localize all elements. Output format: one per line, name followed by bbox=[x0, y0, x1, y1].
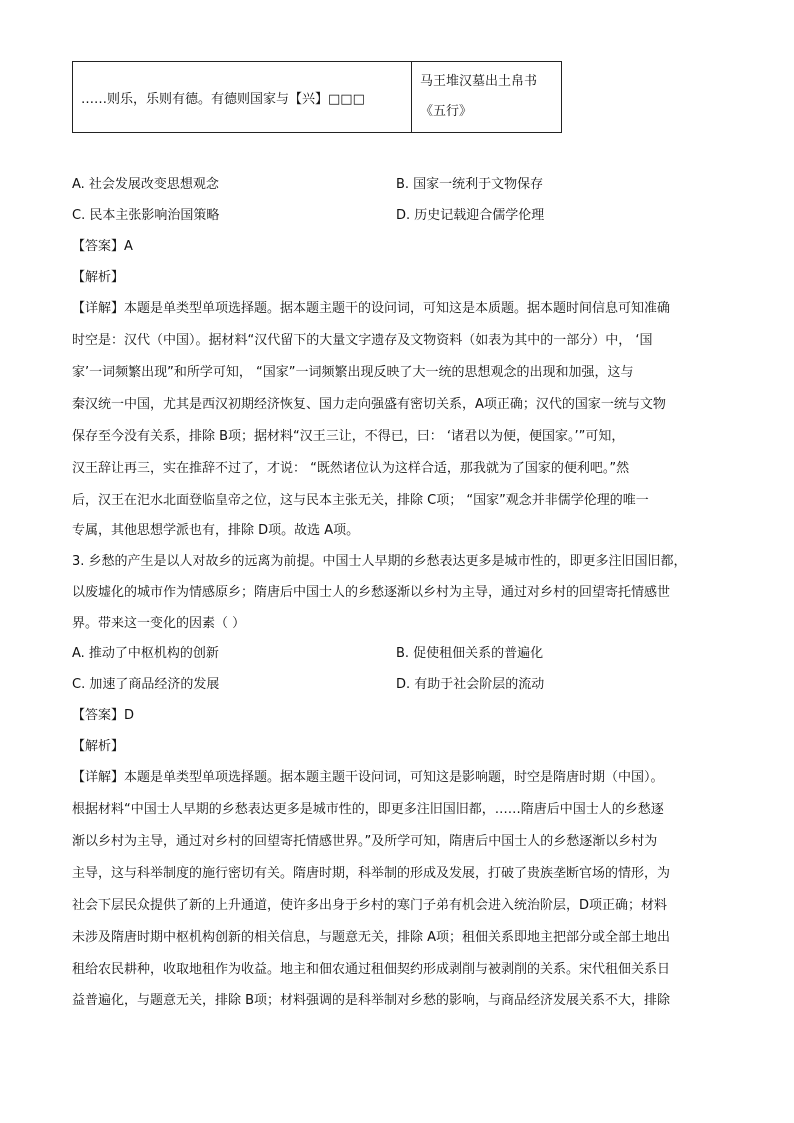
q2-detail-line: 汉王辞让再三，实在推辞不过了，才说： “既然诸位认为这样合适，那我就为了国家的便利吧。”然 bbox=[72, 461, 630, 476]
q3-answer: 【答案】D bbox=[72, 708, 135, 723]
q2-detail-line: 时空是：汉代（中国）。据材料“汉代留下的大量文字遗存及文物资料（如表为其中的一部分）中， ‘国 bbox=[72, 333, 653, 348]
q2-answer: 【答案】A bbox=[72, 239, 133, 254]
q3-option-b: B. 促使租佃关系的普遍化 bbox=[396, 646, 544, 661]
source-table bbox=[72, 61, 562, 133]
q3-stem-line: 以废墟化的城市作为情感原乡；隋唐后中国士人的乡愁逐渐以乡村为主导，通过对乡村的回望寄托情感世 bbox=[72, 585, 671, 600]
source-origin-line2: 《五行》 bbox=[420, 104, 473, 119]
q2-option-c: C. 民本主张影响治国策略 bbox=[72, 208, 220, 223]
q3-detail-line: 渐以乡村为主导，通过对乡村的回望寄托情感世界。”及所学可知，隋唐后中国士人的乡愁逐渐以乡村为 bbox=[72, 834, 658, 849]
q3-option-d: D. 有助于社会阶层的流动 bbox=[396, 677, 545, 692]
source-origin-cell bbox=[412, 62, 562, 133]
q3-detail-line: 未涉及隋唐时期中枢机构创新的相关信息，与题意无关，排除 A项；租佃关系即地主把部分或全部土地出 bbox=[72, 930, 671, 945]
q3-option-a: A. 推动了中枢机构的创新 bbox=[72, 646, 219, 661]
q2-detail-line: 后，汉王在汜水北面登临皇帝之位，这与民本主张无关，排除 C项； “国家”观念并非儒学伦理的唯一 bbox=[72, 493, 649, 508]
q2-detail-line: 秦汉统一中国，尤其是西汉初期经济恢复、国力走向强盛有密切关系，A项正确；汉代的国家一统与文物 bbox=[72, 397, 666, 412]
q3-detail-line: 社会下层民众提供了新的上升通道，使许多出身于乡村的寒门子弟有机会进入统治阶层，D项正确；材料 bbox=[72, 898, 668, 913]
q3-stem-line: 界。带来这一变化的因素（ ） bbox=[72, 616, 246, 631]
q3-detail-line: 主导，这与科举制度的施行密切有关。隋唐时期，科举制的形成及发展，打破了贵族垄断官场的情形，为 bbox=[72, 866, 671, 881]
q2-detail-line: 保存至今没有关系，排除 B项；据材料“汉王三让，不得已，曰： ‘诸君以为便，便国家。’”可知， bbox=[72, 429, 625, 444]
q2-option-a: A. 社会发展改变思想观念 bbox=[72, 177, 219, 192]
q3-analysis-label: 【解析】 bbox=[72, 739, 125, 754]
source-quote-cell bbox=[73, 62, 412, 133]
source-origin-line1: 马王堆汉墓出土帛书 bbox=[420, 74, 538, 89]
q2-detail-line: 【详解】本题是单类型单项选择题。据本题主题干的设问词，可知这是本质题。据本题时间信息可知准确 bbox=[72, 301, 671, 316]
q2-detail-line: 专属，其他思想学派也有，排除 D项。故选 A项。 bbox=[72, 523, 360, 538]
q3-detail-line: 租给农民耕种，收取地租作为收益。地主和佃农通过租佃契约形成剥削与被剥削的关系。宋代租佃关系日 bbox=[72, 962, 671, 977]
q2-detail-line: 家’一词频繁出现”和所学可知， “国家”一词频繁出现反映了大一统的思想观念的出现和加强，这与 bbox=[72, 365, 634, 380]
q2-analysis-label: 【解析】 bbox=[72, 270, 125, 285]
source-quote: ……则乐，乐则有德。有德则国家与【兴】□□□ bbox=[81, 91, 365, 107]
q2-option-d: D. 历史记载迎合儒学伦理 bbox=[396, 208, 545, 223]
q3-detail-line: 【详解】本题是单类型单项选择题。据本题主题干设问词，可知这是影响题，时空是隋唐时期（中国）。 bbox=[72, 770, 664, 785]
q3-detail-line: 益普遍化，与题意无关，排除 B项；材料强调的是科举制对乡愁的影响，与商品经济发展关系不大，排除 bbox=[72, 993, 671, 1008]
q2-option-b: B. 国家一统利于文物保存 bbox=[396, 177, 544, 192]
q3-option-c: C. 加速了商品经济的发展 bbox=[72, 677, 220, 692]
q3-stem-line: 3. 乡愁的产生是以人对故乡的远离为前提。中国士人早期的乡愁表达更多是城市性的，即更多注旧国旧都， bbox=[72, 554, 687, 569]
q3-detail-line: 根据材料“中国士人早期的乡愁表达更多是城市性的，即更多注旧国旧都，……隋唐后中国士人的乡愁逐 bbox=[72, 802, 664, 817]
